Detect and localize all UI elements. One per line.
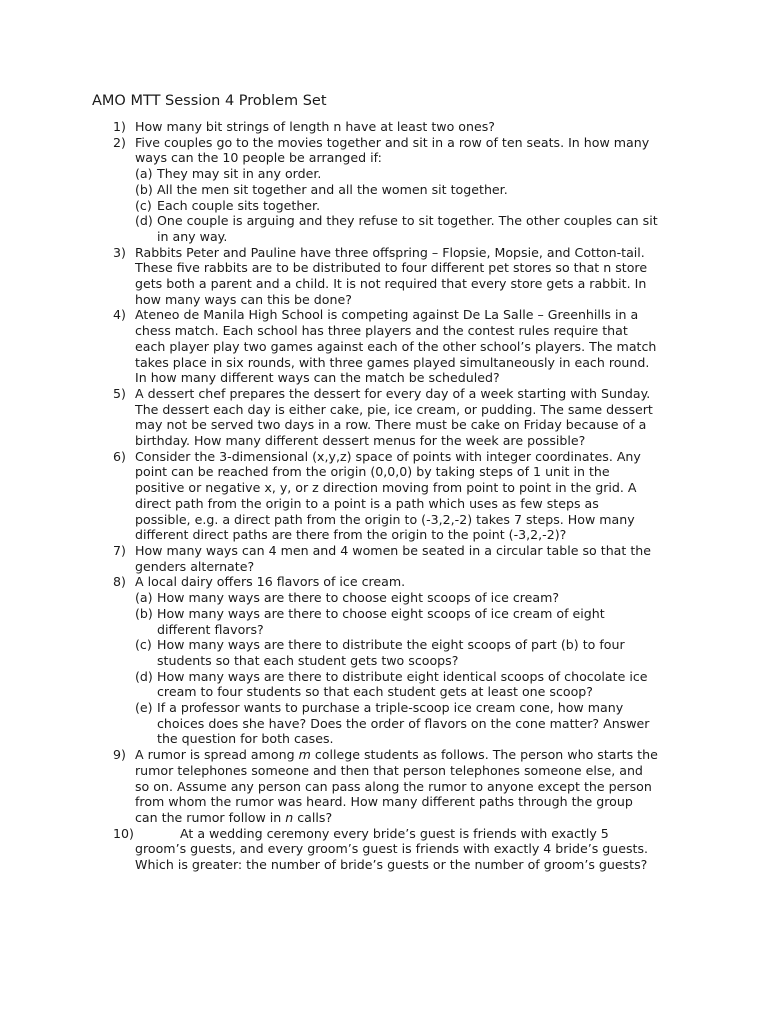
problem-number: 5) (113, 385, 126, 401)
problem-7 (0, 543, 768, 574)
problem-3 (0, 245, 768, 308)
problem-number: 4) (113, 307, 126, 323)
problem-5 (0, 386, 768, 449)
problem-text: How many ways can 4 men and 4 women be seated in a circular table so that the genders alternate? (135, 542, 651, 574)
part-label: (e) (135, 700, 153, 716)
problem-number: 2) (113, 134, 126, 150)
problem-number: 10) (113, 825, 134, 841)
problem-text: Rabbits Peter and Pauline have three offspring – Flopsie, Mopsie, and Cotton-tail. These five rabbits are to be distributed to four different pet stores so that n store gets both a parent and a child. It is not required that every store gets a rabbit. In how many ways can this be done? (135, 244, 648, 307)
problem-list (0, 119, 768, 873)
problem-number: 1) (113, 119, 126, 134)
problem-part (135, 637, 658, 668)
part-label: (b) (135, 181, 153, 197)
part-label: (c) (135, 637, 152, 653)
problem-part (135, 166, 658, 182)
problem-part (135, 590, 658, 606)
part-label: (c) (135, 197, 152, 213)
problem-part (135, 669, 658, 700)
part-text: How many ways are there to choose eight scoops of ice cream of eight different flavors? (157, 605, 605, 637)
problem-text (113, 825, 658, 873)
variable-n: n (285, 809, 294, 825)
part-text: How many ways are there to choose eight scoops of ice cream? (157, 590, 560, 606)
problem-text: A dessert chef prepares the dessert for every day of a week starting with Sunday. The dessert each day is either cake, pie, ice cream, or pudding. The same dessert may not be served two days in a row. There must be cake on Friday because of a birthday. How many different dessert menus for the week are possible? (135, 385, 653, 449)
part-text: If a professor wants to purchase a triple-scoop ice cream cone, how many choices does she have? Does the order of flavors on the cone matter? Answer the question for both cases. (157, 700, 650, 747)
problem-4 (0, 307, 768, 386)
part-text: How many ways are there to distribute the eight scoops of part (b) to four students so that each student gets two scoops? (157, 637, 625, 668)
problem-text-part: A rumor is spread among (135, 747, 299, 763)
part-label: (d) (135, 668, 153, 684)
problem-text-part: calls? (293, 809, 333, 825)
problem-6 (0, 449, 768, 543)
problem-9 (0, 747, 768, 826)
problem-text-content: At a wedding ceremony every bride’s guest is friends with exactly 5 groom’s guests, and every groom’s guest is friends with exactly 4 bride’s guests. Which is greater: the number of bride’s guests or the number of groom’s guests? (135, 825, 649, 873)
document-title: AMO MTT Session 4 Problem Set (92, 93, 327, 109)
problem-number: 3) (113, 244, 126, 260)
problem-text: Consider the 3-dimensional (x,y,z) space of points with integer coordinates. Any point can be reached from the origin (0,0,0) by taking steps of 1 unit in the positive or negative x, y, or z direction moving from point to point in the grid. A direct path from the origin to a point is a path which uses as few steps as possible, e.g. a direct path from the origin to (-3,2,-2) takes 7 steps. How many different direct paths are there from the origin to the point (-3,2,-2)? (135, 448, 641, 543)
problem-text: Ateneo de Manila High School is competing against De La Salle – Greenhills in a chess match. Each school has three players and the contest rules require that each player play two games against each of the other school’s players. The match takes place in six rounds, with three games played simultaneously in each round. In how many different ways can the match be scheduled? (135, 307, 657, 386)
part-text: They may sit in any order. (157, 166, 322, 182)
part-label: (a) (135, 166, 153, 182)
problem-text-part: college students as follows. The person who starts the rumor telephones someone and then that person telephones someone else, and so on. Assume any person can pass along the rumor to anyone except the person from whom the rumor was heard. How many different paths through the group can the rumor follow in (135, 747, 658, 825)
part-label: (a) (135, 590, 153, 606)
problem-part (135, 182, 658, 198)
variable-m: m (298, 747, 311, 763)
part-label: (d) (135, 213, 153, 229)
problem-part (135, 198, 658, 214)
problem-part (135, 606, 658, 637)
part-text: One couple is arguing and they refuse to sit together. The other couples can sit in any way. (157, 213, 658, 244)
problem-8 (0, 574, 768, 747)
problem-2 (0, 135, 768, 245)
problem-text: How many bit strings of length n have at least two ones? (135, 119, 495, 134)
part-text: All the men sit together and all the women sit together. (157, 181, 508, 197)
problem-1 (0, 119, 768, 135)
problem-text: Five couples go to the movies together and sit in a row of ten seats. In how many ways can the 10 people be arranged if: (135, 134, 650, 166)
problem-text (135, 747, 658, 826)
part-text: Each couple sits together. (157, 197, 321, 213)
problem-number: 8) (113, 574, 126, 590)
problem-text: A local dairy offers 16 flavors of ice cream. (135, 574, 406, 590)
problem-10 (0, 826, 768, 873)
problem-part (135, 700, 658, 747)
problem-number: 9) (113, 747, 126, 763)
problem-part (135, 213, 658, 244)
problem-number: 6) (113, 448, 126, 464)
problem-number: 7) (113, 542, 126, 558)
part-label: (b) (135, 605, 153, 621)
part-text: How many ways are there to distribute eight identical scoops of chocolate ice cream to four students so that each student gets at least one scoop? (157, 668, 648, 700)
